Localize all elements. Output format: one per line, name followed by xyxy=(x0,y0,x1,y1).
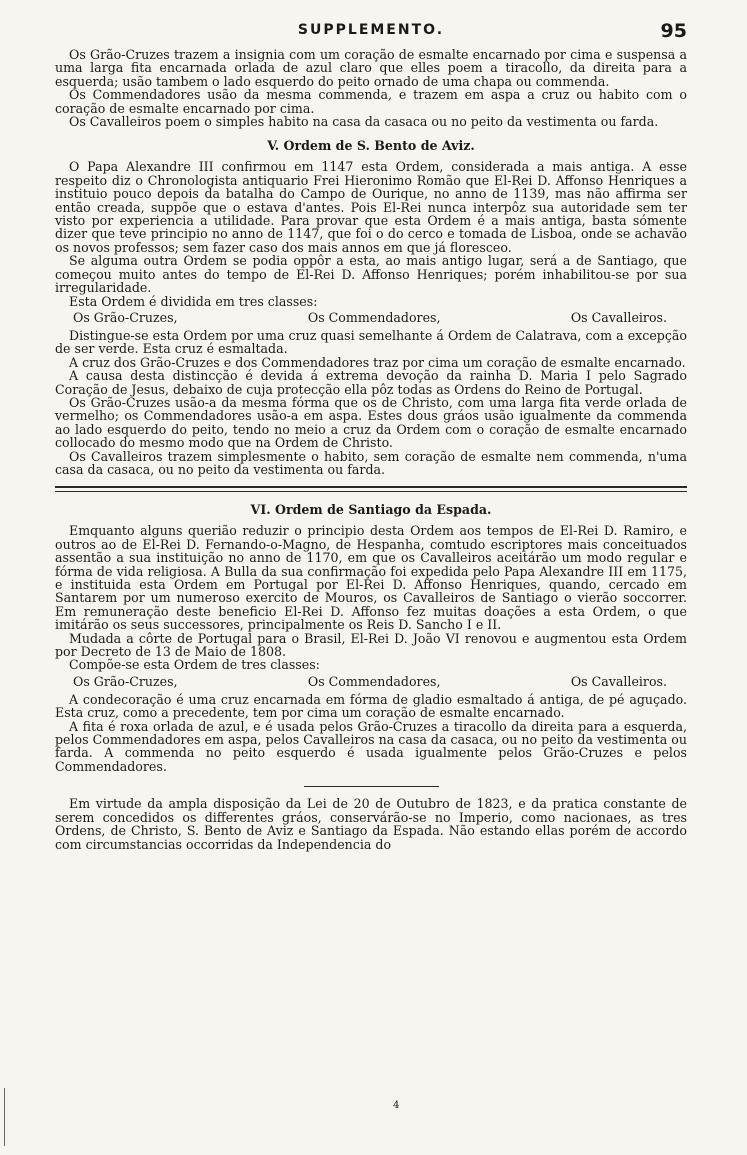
paragraph: Os Cavalleiros trazem simplesmente o habito, sem coração de esmalte nem commenda, n'uma casa da casaca, ou no peito da vestimenta ou farda. xyxy=(55,448,687,477)
paragraph: Distingue-se esta Ordem por uma cruz quasi semelhante á Ordem de Calatrava, com a excepção de ser verde. Esta cruz é esmaltada. xyxy=(55,327,687,357)
short-divider xyxy=(304,786,439,787)
paragraph: Em virtude da ampla disposição da Lei de 20 de Outubro de 1823, e da pratica constante de serem concedidos os differentes gráos, conservárão-se no Imperio, como nacionaes, as tres Ordens, de Christo, S. Bento de Aviz e Santiago da Espada. Não estando ellas porém de accordo com circumstancias occorridas da Independencia do xyxy=(55,796,687,852)
section-aviz xyxy=(55,160,687,476)
intro-block xyxy=(55,48,687,128)
paragraph: Os Grão-Cruzes usão-a da mesma fórma que os de Christo, com uma larga fita verde orlada de vermelho; os Commendadores usão-a em aspa. Estes dous gráos usão igualmente da commenda ao lado esquerdo do peito, tendo no meio a cruz da Ordem com o coração de esmalte encarnado collocado do mesmo modo que na Ordem de Christo. xyxy=(55,394,687,451)
class-cavalleiros: Os Cavalleiros. xyxy=(570,673,667,689)
running-title: SUPPLEMENTO. xyxy=(297,22,445,38)
class-list xyxy=(55,308,687,329)
section-divider xyxy=(55,491,687,492)
paragraph: A causa desta distincção é devida á extrema devoção da rainha D. Maria I pelo Sagrado Coração de Jesus, debaixo de cuja protecção ella pôz todas as Ordens do Reino de Portugal. xyxy=(55,368,687,397)
paragraph: A condecoração é uma cruz encarnada em fórma de gladio esmaltado á antiga, de pé aguçado. Esta cruz, como a precedente, tem por cima um coração de esmalte encarnado. xyxy=(55,691,687,721)
class-grao-cruzes: Os Grão-Cruzes, xyxy=(73,309,178,325)
paragraph: Compõe-se esta Ordem de tres classes: xyxy=(69,657,320,673)
class-cavalleiros: Os Cavalleiros. xyxy=(570,309,667,325)
paragraph: Esta Ordem é dividida em tres classes: xyxy=(69,293,318,309)
class-grao-cruzes: Os Grão-Cruzes, xyxy=(73,673,178,689)
paragraph: O Papa Alexandre III confirmou em 1147 esta Ordem, considerada a mais antiga. A esse respeito diz o Chronologista antiquario Frei Hieronimo Romão que El-Rei D. Affonso Henriques a instituio pouco depois da batalha do Campo de Ourique, no anno de 1139, mas não affirma ser então creada, suppõe que o estava d'antes. Pois El-Rei nunca interpôz sua autoridade sem ter visto por experiencia a utilidade. Para provar que esta Ordem é a mais antiga, basta sómente dizer que teve principio no anno de 1147, que foi o do cerco e tomada de Lisboa, onde se achavão os novos professos; sem fazer caso dos mais annos em que já floresceo. xyxy=(55,159,687,255)
running-head xyxy=(55,22,687,48)
paragraph: Os Commendadores usão da mesma commenda, e trazem em aspa a cruz ou habito com o coração de esmalte encarnado por cima. xyxy=(55,87,687,116)
section-divider xyxy=(55,486,687,488)
paragraph: Os Grão-Cruzes trazem a insignia com um coração de esmalte encarnado por cima e suspensa a uma larga fita encarnada orlada de azul claro que elles poem a tiracollo, da direita para a esquerda; usão tambem o lado esquerdo do peito ornado de uma chapa ou commenda. xyxy=(55,47,687,89)
closing-block xyxy=(55,797,687,851)
page-number: 95 xyxy=(660,20,687,42)
class-commendadores: Os Commendadores, xyxy=(307,309,441,325)
paragraph: Os Cavalleiros poem o simples habito na casa da casaca ou no peito da vestimenta ou farda. xyxy=(69,114,659,130)
paragraph: Mudada a côrte de Portugal para o Brasil, El-Rei D. João VI renovou e augmentou esta Ordem por Decreto de 13 de Maio de 1808. xyxy=(55,630,687,660)
footer-mark: 4 xyxy=(393,1100,400,1111)
section-heading-santiago: VI. Ordem de Santiago da Espada. xyxy=(250,502,492,518)
class-list xyxy=(55,672,687,693)
paragraph: Se alguma outra Ordem se podia oppôr a esta, ao mais antigo lugar, será a de Santiago, que começou muito antes do tempo de El-Rei D. Affonso Henriques; porém inhabilitou-se por sua irregularidade. xyxy=(55,253,687,296)
section-heading-aviz: V. Ordem de S. Bento de Aviz. xyxy=(267,138,475,154)
class-commendadores: Os Commendadores, xyxy=(307,673,441,689)
margin-bar xyxy=(4,1088,5,1146)
section-santiago xyxy=(55,524,687,773)
paragraph: A fita é roxa orlada de azul, e é usada pelos Grão-Cruzes a tiracollo da direita para a esquerda, pelos Commendadores em aspa, pelos Cavalleiros na casa da casaca, ou no peito da vestimenta ou farda. A commenda no peito esquerdo é usada igualmente pelos Grão-Cruzes e pelos Commendadores. xyxy=(55,718,687,774)
paragraph: A cruz dos Grão-Cruzes e dos Commendadores traz por cima um coração de esmalte encarnado. xyxy=(69,354,686,370)
paragraph: Emquanto alguns querião reduzir o principio desta Ordem aos tempos de El-Rei D. Ramiro, e outros ao de El-Rei D. Fernando-o-Magno, de Hespanha, comtudo escriptores mais conceituados assentão a sua instituição no anno de 1170, em que os Cavalleiros aceitárão um modo regular e fórma de vida religiosa. A Bulla da sua confirmação foi expedida pelo Papa Alexandre III em 1175, e instituida esta Ordem em Portugal por El-Rei D. Affonso Henriques, quando, cercado em Santarem por um numeroso exercito de Mouros, os Cavalleiros de Santiago o vierão soccorrer. Em remuneração deste beneficio El-Rei D. Affonso fez muitas doações a esta Ordem, o que imitárão os seus successores, principalmente os Reis D. Sancho I e II. xyxy=(55,523,687,633)
